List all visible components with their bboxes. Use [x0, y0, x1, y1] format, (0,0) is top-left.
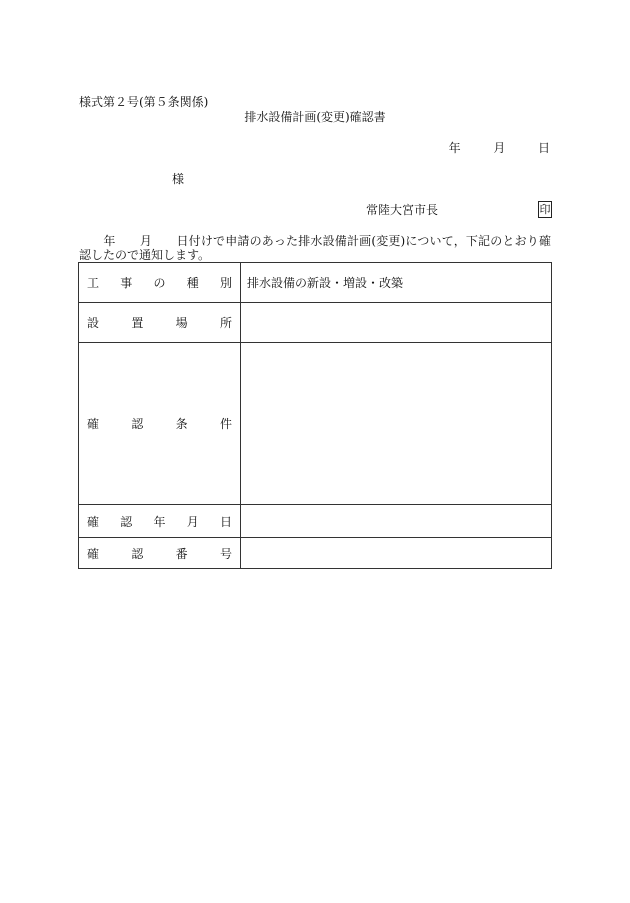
row-value-confirm-number	[241, 538, 552, 569]
row-label-work-type: 工 事 の 種 別	[79, 263, 241, 303]
date-day: 日	[537, 141, 550, 155]
date-line	[449, 141, 550, 155]
table-row	[79, 538, 552, 569]
document-title: 排水設備計画(変更)確認書	[244, 110, 386, 124]
table-row	[79, 343, 552, 505]
date-month: 月	[493, 141, 506, 155]
row-label-confirm-number: 確 認 番 号	[79, 538, 241, 569]
table-row	[79, 505, 552, 538]
notice-text: 年 月 日付けで申請のあった排水設備計画(変更)について，下記のとおり確認したので通知します。	[79, 234, 551, 262]
row-label-location: 設 置 場 所	[79, 303, 241, 343]
row-label-conditions: 確 認 条 件	[79, 343, 241, 505]
seal-mark: 印	[539, 203, 551, 216]
row-value-location	[241, 303, 552, 343]
row-value-work-type: 排水設備の新設・増設・改築	[241, 263, 552, 303]
row-value-confirm-date	[241, 505, 552, 538]
row-label-confirm-date: 確 認 年 月 日	[79, 505, 241, 538]
row-value-conditions	[241, 343, 552, 505]
date-year: 年	[448, 141, 461, 155]
table-row	[79, 303, 552, 343]
addressee-suffix: 様	[172, 172, 185, 186]
form-number: 様式第２号(第５条関係)	[79, 95, 209, 109]
issuer-name: 常陸大宮市長	[366, 203, 439, 217]
table-row	[79, 263, 552, 303]
confirmation-table	[78, 262, 552, 569]
